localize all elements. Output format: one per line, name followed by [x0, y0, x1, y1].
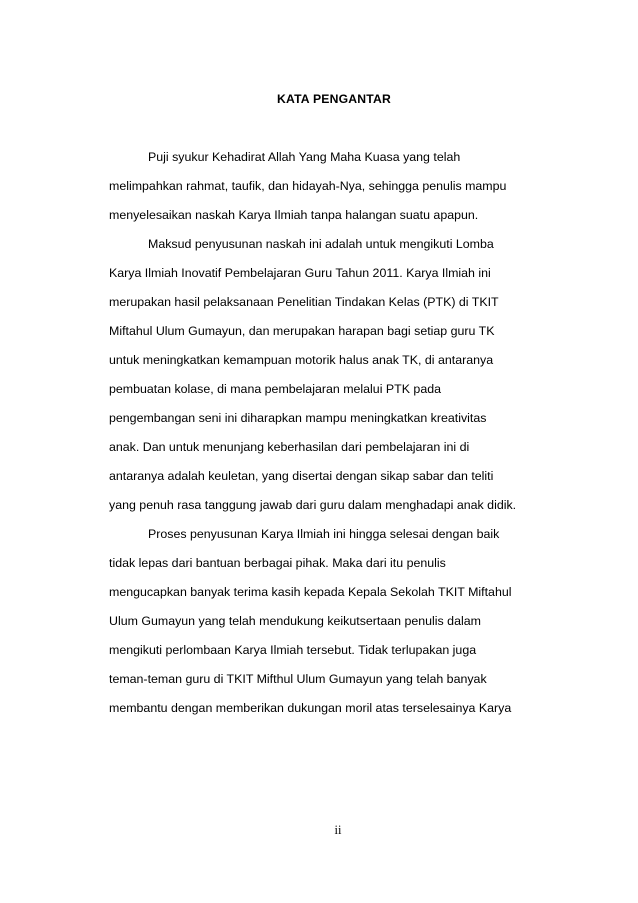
text-line: Ulum Gumayun yang telah mendukung keikutsertaan penulis dalam	[109, 614, 481, 628]
text-line: antaranya adalah keuletan, yang disertai dengan sikap sabar dan teliti	[109, 469, 494, 483]
text-line: mengucapkan banyak terima kasih kepada Kepala Sekolah TKIT Miftahul	[109, 585, 512, 599]
text-line: Maksud penyusunan naskah ini adalah untuk mengikuti Lomba	[148, 237, 494, 251]
text-line: Miftahul Ulum Gumayun, dan merupakan harapan bagi setiap guru TK	[109, 324, 495, 338]
text-line: Proses penyusunan Karya Ilmiah ini hingga selesai dengan baik	[148, 527, 500, 541]
text-line: teman-teman guru di TKIT Mifthul Ulum Gumayun yang telah banyak	[109, 672, 487, 686]
text-line: tidak lepas dari bantuan berbagai pihak. Maka dari itu penulis	[109, 556, 446, 570]
text-line: pengembangan seni ini diharapkan mampu meningkatkan kreativitas	[109, 411, 487, 425]
text-line: Karya Ilmiah Inovatif Pembelajaran Guru Tahun 2011. Karya Ilmiah ini	[109, 266, 491, 280]
text-line: Puji syukur Kehadirat Allah Yang Maha Kuasa yang telah	[148, 150, 461, 164]
body-text	[109, 143, 549, 723]
text-line: melimpahkan rahmat, taufik, dan hidayah-Nya, sehingga penulis mampu	[109, 179, 507, 193]
text-line: menyelesaikan naskah Karya Ilmiah tanpa halangan suatu apapun.	[109, 208, 479, 222]
text-line: membantu dengan memberikan dukungan moril atas terselesainya Karya	[109, 701, 512, 715]
text-line: anak. Dan untuk menunjang keberhasilan dari pembelajaran ini di	[109, 440, 470, 454]
page-title: KATA PENGANTAR	[276, 92, 392, 106]
text-line: mengikuti perlombaan Karya Ilmiah tersebut. Tidak terlupakan juga	[109, 643, 477, 657]
page-number: ii	[334, 823, 342, 837]
text-line: untuk meningkatkan kemampuan motorik halus anak TK, di antaranya	[109, 353, 494, 367]
text-line: merupakan hasil pelaksanaan Penelitian Tindakan Kelas (PTK) di TKIT	[109, 295, 499, 309]
text-line: pembuatan kolase, di mana pembelajaran melalui PTK pada	[109, 382, 441, 396]
text-line: yang penuh rasa tanggung jawab dari guru dalam menghadapi anak didik.	[109, 498, 517, 512]
